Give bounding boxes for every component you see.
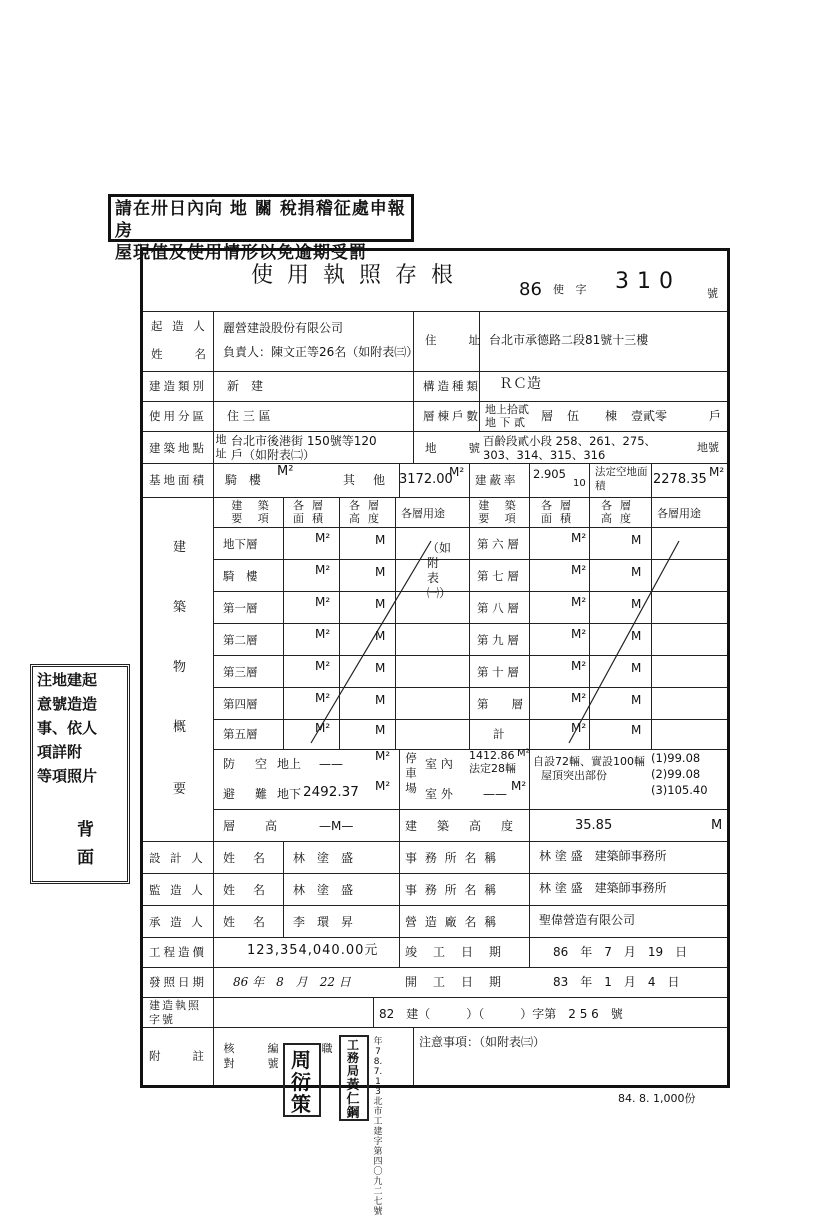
floor-1: 第一層 [223,601,258,615]
notes-col-number: 編號 [267,1042,279,1070]
floors-above: 地上拾貳 [485,403,529,416]
unit-m: M [375,533,386,547]
overview-side-char-4: 概 [173,720,187,735]
other-label: 其 他 [343,473,389,487]
overview-side-char-5: 要 [173,782,187,797]
shelter-label-2: 避 難 [223,787,272,801]
seal-chief-stamp [283,1043,321,1117]
floor-height-label: 層 高 [223,819,280,833]
coverage-label: 建蔽率 [475,473,519,487]
unit-m2: M² [571,691,587,705]
seal-chief-text: 周衍策 [291,1048,311,1116]
unit-m: M [631,597,642,611]
building-height-label: 建 築 高 度 [405,819,518,833]
floor-9: 第 九 層 [477,633,519,647]
floor-3: 第三層 [223,665,258,679]
floor-height-value: —M— [319,819,354,833]
category-label: 建造類別 [149,379,207,393]
floor-2: 第二層 [223,633,258,647]
start-date-label: 開 工 日 期 [405,975,504,989]
addr-short-label: 地址 [215,433,227,460]
left-stamp-line4: 項詳附 [37,743,83,761]
location-value: 台北市後港街 150號等120 [231,434,377,448]
parking-outdoor-unit: M² [511,779,527,793]
header-area-right: 各層面積 [541,499,579,525]
contractor-firm-label: 營 造 廠 名 稱 [405,915,499,929]
address-label: 住 址 [425,333,483,347]
roof-value-2: (2)99.08 [651,767,701,781]
left-stamp-line2: 意號造造 [37,695,98,713]
floors-unit: 層 [541,409,554,423]
shelter-below-label: 地下 [277,787,302,801]
floor-10: 第 十 層 [477,665,519,679]
building-height-value: 35.85 [575,818,613,833]
overview-side-char-2: 築 [173,600,187,615]
header-height-left: 各層高度 [349,499,387,525]
shelter-below-unit: M² [375,779,391,793]
name-label: 姓 名 [151,347,209,361]
notice-line-2: 屋現值及使用情形以免逾期受罰 [115,243,367,263]
lot-label: 地 號 [425,441,483,455]
notes-col-duty: 職 [321,1042,333,1055]
unit-m: M [631,565,642,579]
left-side-stamp [30,664,130,884]
notice-stamp [108,194,414,263]
shelter-label-1: 防 空 [223,757,272,771]
location-value-2: 戶（如附表㈡） [231,448,316,462]
notes-label: 附 註 [149,1049,207,1063]
header-height-right: 各層高度 [601,499,639,525]
shelter-below-value: 2492.37 [303,784,359,800]
floor-arcade: 騎 樓 [223,569,258,583]
issue-date: 86 年 8 月 22 日 [233,975,351,989]
unit-m2: M² [315,721,331,735]
designer-label: 設 計 人 [149,851,206,865]
other-area: 3172.00 [399,472,453,487]
seal-officer-stamp [339,1035,369,1121]
unit-m2: M² [571,659,587,673]
header-item-right: 建 築 要 項 [478,499,522,525]
roof-label: 屋頂突出部份 [541,769,607,782]
unit-m2: M² [315,627,331,641]
supervisor-office: 林 塗 盛 建築師事務所 [539,881,667,895]
permit-suffix: 號 [707,287,718,300]
unit-m: M [375,629,386,643]
issue-date-label: 發照日期 [149,975,207,989]
builder-address: 台北市承德路二段81號十三樓 [489,333,649,347]
structure-value: ＲＣ造 [499,376,541,392]
unit-m: M [375,597,386,611]
see-attached-table: （如附表㈠） [427,541,452,600]
unit-m2: M² [315,691,331,705]
unit-m: M [631,533,642,547]
arcade-label: 騎 樓 [225,473,265,487]
left-stamp-line3: 事、依人 [37,719,98,737]
unit-m2: M² [571,627,587,641]
left-stamp-line1: 注地建起 [37,671,98,689]
unit-m2: M² [571,563,587,577]
designer-office-label: 事 務 所 名 稱 [405,851,499,865]
shelter-above-unit: M² [375,749,391,763]
builder-label: 起 造 人 [151,319,208,333]
start-date: 83 年 1 月 4 日 [553,975,680,989]
roof-value-3: (3)105.40 [651,783,708,797]
unit-m: M [631,693,642,707]
floors-below: 地 下 貳 [485,416,525,429]
households-unit: 戶 [709,409,722,423]
floor-total: 計 [493,727,505,741]
floor-6: 第 六 層 [477,537,519,551]
permit-year: 86 [519,279,542,300]
seal-officer-dept: 工務局 [346,1038,359,1078]
permit-prefix: 使 字 [553,283,591,296]
unit-m: M [375,723,386,737]
other-unit: M² [449,465,465,479]
builder-name: 麗營建設股份有限公司 [223,321,344,335]
unit-m: M [631,661,642,675]
unit-m: M [375,693,386,707]
unit-m: M [375,565,386,579]
lot-value-2: 303、314、315、316 [483,448,606,462]
notes-col-check: 核對 [223,1042,235,1070]
header-area-left: 各層面積 [293,499,331,525]
seal-date-text: 年78.7.13 北市工建字第四〇九二七號 [373,1037,383,1217]
buildings-value: 伍 [567,409,580,423]
parking-outdoor-value: —— [483,787,507,801]
seal-officer-name: 黃仁鋼 [346,1078,360,1121]
shelter-above-value: —— [319,757,343,771]
unit-m2: M² [315,563,331,577]
supervisor-name: 林 塗 盛 [293,883,354,897]
unit-m2: M² [315,595,331,609]
site-area-label: 基地面積 [149,473,207,487]
cost-value: 123,354,040.00元 [247,943,379,958]
floor-7: 第 七 層 [477,569,519,583]
contractor-name-label: 姓 名 [223,915,269,929]
supervisor-office-label: 事 務 所 名 稱 [405,883,499,897]
unit-m2: M² [315,659,331,673]
shelter-above-label: 地上 [277,757,302,771]
form-title: 使用執照存根 [251,263,468,288]
lot-suffix: 地號 [697,441,719,454]
permit-number-value: 82 建（ ）（ ）字第 2 5 6 號 [379,1007,623,1021]
lot-value-1: 百齡段貳小段 258、261、275、 [483,434,657,448]
floor-basement: 地下層 [223,537,258,551]
zoning-label: 使用分區 [149,409,207,423]
zoning-value: 住 三 區 [227,409,271,423]
unit-m2: M² [571,531,587,545]
unit-m: M [375,661,386,675]
unit-m2: M² [571,721,587,735]
header-use-right: 各層用途 [657,507,701,520]
parking-label: 停車場 [405,751,417,795]
contractor-firm: 聖偉營造有限公司 [539,913,636,927]
floors-label: 層棟戶數 [423,409,481,423]
contractor-name: 李 環 昇 [293,915,354,929]
cost-label: 工程造價 [149,945,207,959]
coverage-value: 2.905 [533,467,566,481]
form-footer: 84. 8. 1,000份 [618,1092,696,1105]
parking-indoor-value: 1412.86 [469,749,515,762]
overview-side-char-3: 物 [173,660,187,675]
floor-8: 第 八 層 [477,601,519,615]
building-height-unit: M [711,818,723,833]
left-stamp-line7: 面 [77,848,94,868]
arcade-unit: M² [277,464,294,479]
designer-name-label: 姓 名 [223,851,269,865]
buildings-unit: 棟 [605,409,618,423]
location-label: 建築地點 [149,441,207,455]
complete-date: 86 年 7 月 19 日 [553,945,688,959]
supervisor-name-label: 姓 名 [223,883,269,897]
coverage-denominator: 10 [573,478,586,489]
floor-5: 第五層 [223,727,258,741]
floor-4: 第四層 [223,697,258,711]
complete-date-label: 竣 工 日 期 [405,945,504,959]
unit-m2: M² [315,531,331,545]
left-stamp-line5: 等項照片 [37,767,98,785]
unit-m2: M² [571,595,587,609]
designer-name: 林 塗 盛 [293,851,354,865]
households-value: 壹貳零 [631,409,668,423]
unit-m: M [631,629,642,643]
parking-outdoor-label: 室 外 [425,787,453,801]
parking-indoor-unit: M² [517,748,530,759]
legal-open-unit: M² [709,465,725,479]
legal-open-value: 2278.35 [653,472,707,487]
category-value: 新 建 [227,379,264,393]
cross-out-lines [143,251,727,1085]
left-stamp-line6: 背 [77,820,94,840]
self-parking: 自設72輛、實設100輛 [533,755,645,768]
roof-value-1: (1)99.08 [651,751,701,765]
attention-note: 注意事項：（如附表㈢） [419,1035,546,1049]
parking-indoor-label: 室 內 [425,757,453,771]
floor-blank: 第 層 [477,697,523,711]
legal-open-label: 法定空地面積 [595,466,648,492]
parking-indoor-legal: 法定28輛 [469,762,516,775]
notice-line-1: 請在卅日內向 地 關 稅捐稽征處申報房 [115,199,406,241]
header-use-left: 各層用途 [401,507,445,520]
contractor-label: 承 造 人 [149,915,206,929]
builder-rep: 負責人：陳文正等26名（如附表㈢） [223,345,419,359]
permit-number-label: 建造執照字號 [149,999,201,1026]
designer-office: 林 塗 盛 建築師事務所 [539,849,667,863]
unit-m: M [631,723,642,737]
structure-label: 構造種類 [423,379,481,393]
permit-number: 310 [615,269,681,294]
overview-side-char-1: 建 [173,540,187,555]
header-item-left: 建 築 要 項 [231,499,275,525]
supervisor-label: 監 造 人 [149,883,206,897]
